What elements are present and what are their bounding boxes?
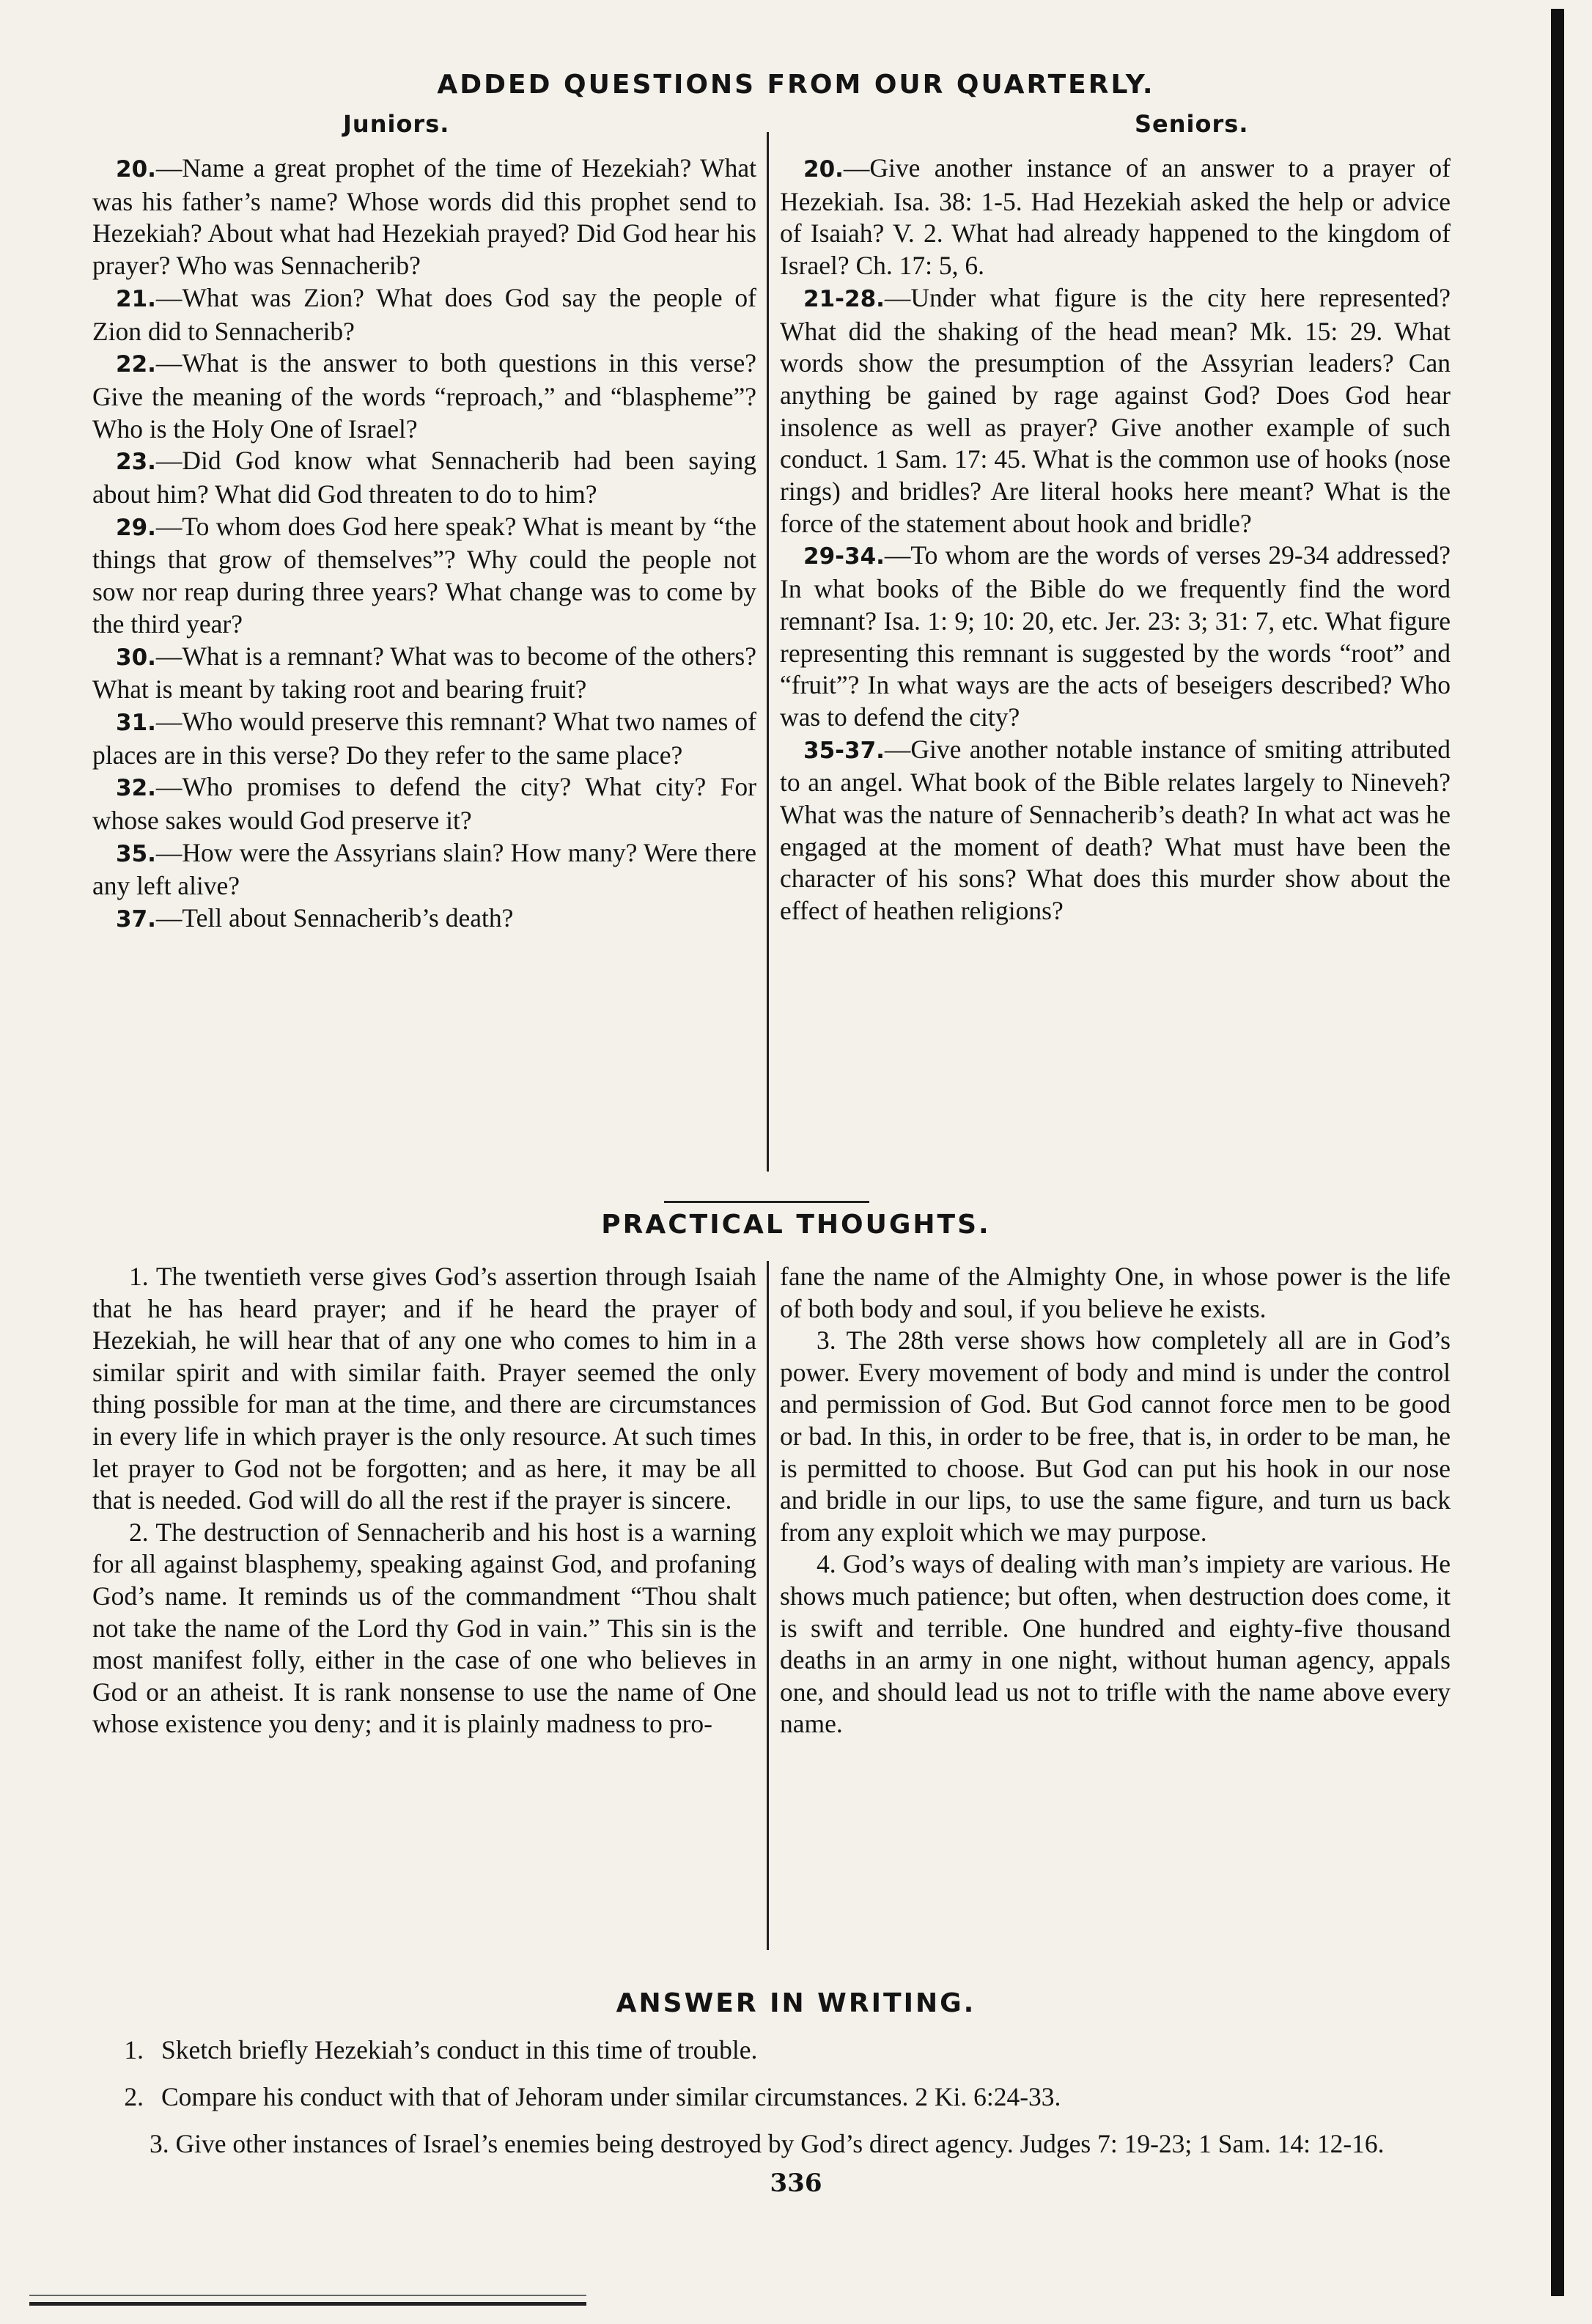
question-number: 29. (116, 514, 156, 541)
question-text: —Who promises to defend the city? What city? For whose sakes would God preserve it? (92, 772, 756, 836)
question-text: —What was Zion? What does God say the people of Zion did to Sennacherib? (92, 282, 756, 346)
question (92, 902, 756, 936)
question-text: —What is the answer to both questions in this verse? Give the meaning of the words “reproach,” and “blaspheme”? Who is the Holy One of Israel? (92, 348, 756, 444)
question-number: 37. (116, 906, 156, 933)
page-number: 336 (770, 2169, 822, 2198)
bottom-rule (29, 2302, 586, 2306)
question-number: 35-37. (803, 737, 885, 764)
seniors-questions (780, 152, 1451, 927)
thought-paragraph: 4. God’s ways of dealing with man’s impiety are various. He shows much patience; but often, when destruction does come, it is swift and terrible. One hundred and eighty-five thousand deaths in an army in one night, without human agency, appals one, and should lead us not to trifle with the name above every name. (780, 1549, 1451, 1739)
question (780, 734, 1451, 927)
question-number: 35. (116, 840, 156, 867)
answer-item (92, 2125, 1470, 2163)
seniors-label: Seniors. (1135, 110, 1249, 138)
question-number: 31. (116, 709, 156, 736)
practical-thoughts-title: PRACTICAL THOUGHTS. (601, 1210, 991, 1240)
question-text: —Name a great prophet of the time of Hezekiah? What was his father’s name? Whose words did this prophet send to Hezekiah? About what had Hezekiah prayed? Did God hear his prayer? Who was Sennacherib? (92, 153, 756, 281)
question-number: 23. (116, 449, 156, 476)
question-text: —Tell about Sennacherib’s death? (155, 903, 514, 933)
thought-continuation: fane the name of the Almighty One, in whose power is the life of both body and soul, if you believe he exists. (780, 1262, 1451, 1323)
page-title: ADDED QUESTIONS FROM OUR QUARTERLY. (437, 70, 1155, 100)
question (92, 771, 756, 836)
question (780, 152, 1451, 282)
question-number: 32. (116, 775, 156, 802)
juniors-label: Juniors. (343, 110, 450, 138)
answer-number: 3. (150, 2129, 169, 2158)
question-number: 22. (116, 351, 156, 378)
answer-in-writing-title: ANSWER IN WRITING. (616, 1988, 976, 2018)
question (92, 511, 756, 641)
answer-text: Compare his conduct with that of Jehoram under similar circumstances. 2 Ki. 6:24-33. (161, 2082, 1061, 2111)
answer-text: Sketch briefly Hezekiah’s conduct in this time of trouble. (161, 2035, 758, 2064)
question-text: —What is a remnant? What was to become of the others? What is meant by taking root and bearing fruit? (92, 641, 756, 705)
question-text: —To whom does God here speak? What is meant by “the things that grow of themselves”? Why could the people not sow nor reap during three years? What change was to come by the third year? (92, 511, 756, 639)
question (92, 152, 756, 282)
answer-item (92, 2078, 1470, 2116)
page-edge-bar (1551, 9, 1564, 2296)
practical-thoughts-right (780, 1261, 1451, 1740)
question-number: 30. (116, 644, 156, 671)
question-number: 20. (803, 156, 844, 183)
question (92, 706, 756, 771)
question (92, 348, 756, 445)
answer-text: Give other instances of Israel’s enemies being destroyed by God’s direct agency. Judges 7: 19-23; 1 Sam. 14: 12-16. (175, 2129, 1385, 2158)
question-text: —To whom are the words of verses 29-34 addressed? In what books of the Bible do we frequently find the word remnant? Isa. 1: 9; 10: 20, etc. Jer. 23: 3; 31: 7, etc. What figure representing this remnant is suggested by the words “root” and “fruit”? In what ways are the acts of beseigers described? Who was to defend the city? (780, 540, 1451, 732)
column-divider (767, 132, 769, 1172)
thought-paragraph: 3. The 28th verse shows how completely all are in God’s power. Every movement of body and mind is under the control and permission of God. But God cannot force men to be good or bad. In this, in order to be free, that is, in order to be man, he is permitted to choose. But God can put his hook in our nose and bridle in our lips, to use the same figure, and turn us back from any exploit which we may purpose. (780, 1325, 1451, 1547)
practical-thoughts-left (92, 1261, 756, 1740)
question-number: 20. (116, 156, 156, 183)
question (92, 641, 756, 706)
question-text: —Give another instance of an answer to a prayer of Hezekiah. Isa. 38: 1-5. Had Hezekiah asked the help or advice of Isaiah? V. 2. What had already happened to the kingdom of Israel? Ch. 17: 5, 6. (780, 153, 1451, 281)
answer-number: 1. (124, 2035, 144, 2064)
question-number: 29-34. (803, 543, 885, 570)
question (780, 282, 1451, 540)
question (780, 540, 1451, 733)
question (92, 445, 756, 510)
answer-list (92, 2031, 1470, 2172)
question (92, 282, 756, 348)
question (92, 837, 756, 902)
question-number: 21-28. (803, 285, 885, 312)
column-divider (767, 1261, 769, 1950)
thought-paragraph: 2. The destruction of Sennacherib and his host is a warning for all against blasphemy, speaking against God, and profaning God’s name. It reminds us of the commandment “Thou shalt not take the name of the Lord thy God in vain.” This sin is the most manifest folly, either in the case of one who believes in God or an atheist. It is rank nonsense to use the name of One whose existence you deny; and it is plainly madness to pro- (92, 1517, 756, 1739)
question-text: —Give another notable instance of smiting attributed to an angel. What book of the Bible relates largely to Nineveh? What was the nature of Sennacherib’s death? In what act was he engaged at the moment of death? What must have been the character of his sons? What does this murder show about the effect of heathen religions? (780, 734, 1451, 926)
question-text: —How were the Assyrians slain? How many? Were there any left alive? (92, 837, 756, 901)
thought-paragraph: 1. The twentieth verse gives God’s assertion through Isaiah that he has heard prayer; and if he heard the prayer of Hezekiah, he will hear that of any one who comes to him in a similar spirit and with similar faith. Prayer seemed the only thing possible for man at the time, and there are circumstances in every life in which prayer is the only resource. At such times let prayer to God not be forgotten; and as here, it may be all that is needed. God will do all the rest if the prayer is sincere. (92, 1262, 756, 1515)
section-rule (664, 1201, 869, 1203)
question-text: —Under what figure is the city here represented? What did the shaking of the head mean? Mk. 15: 29. What words show the presumption of the Assyrian leaders? Can anything be gained by rage against God? Does God hear insolence as well as prayer? Give another example of such conduct. 1 Sam. 17: 45. What is the common use of hooks (nose rings) and bridles? Are literal hooks here meant? What is the force of the statement about hook and bridle? (780, 282, 1451, 538)
question-text: —Did God know what Sennacherib had been saying about him? What did God threaten to do to him? (92, 446, 756, 510)
juniors-questions (92, 152, 756, 936)
bottom-rule (29, 2295, 586, 2296)
answer-number: 2. (124, 2082, 144, 2111)
question-number: 21. (116, 285, 156, 312)
answer-item (92, 2031, 1470, 2069)
question-text: —Who would preserve this remnant? What two names of places are in this verse? Do they refer to the same place? (92, 706, 756, 770)
